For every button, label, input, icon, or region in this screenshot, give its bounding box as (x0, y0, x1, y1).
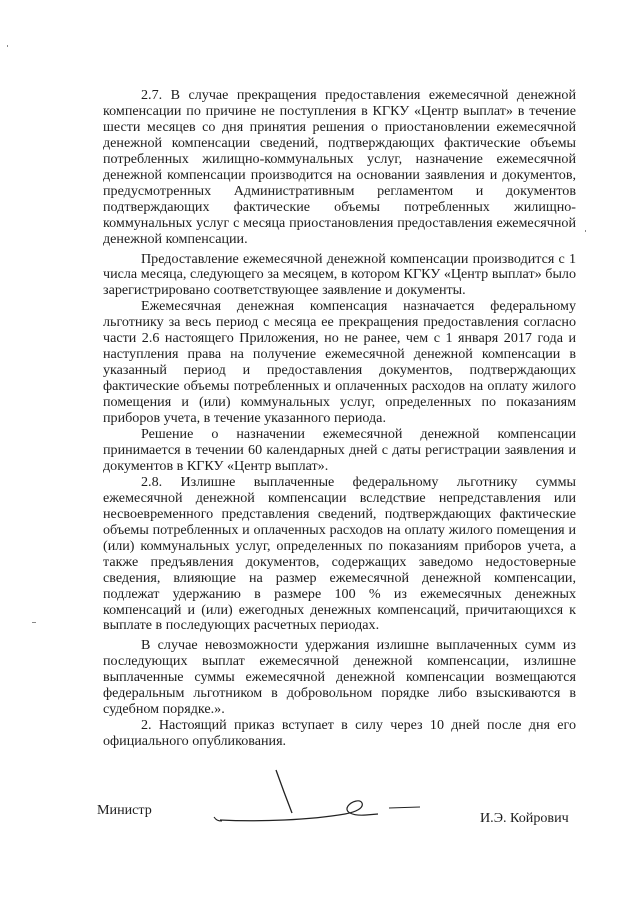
signer-name: И.Э. Койрович (480, 810, 569, 826)
paragraph-decision-term: Решение о назначении ежемесячной денежной компенсации принимается в течении 60 календарных дней с даты регистрации заявления и документов в КГКУ «Центр выплат». (103, 426, 576, 474)
scan-margin-mark (32, 622, 36, 623)
minister-title: Министр (97, 802, 152, 818)
paragraph-provision-start: Предоставление ежемесячной денежной компенсации производится с 1 числа месяца, следующего за месяцем, в котором КГКУ «Центр выплат» было зарегистрировано соответствующее заявление и документы. (103, 250, 576, 299)
paragraph-recovery: В случае невозможности удержания излишне выплаченных сумм из последующих выплат ежемесячной денежной компенсации, излишне выплаченные суммы ежемесячной денежной компенсации возмещаются федеральным льготником в добровольном порядке либо взыскиваются в судебном порядке.». (103, 637, 576, 718)
paragraph-compensation-period: Ежемесячная денежная компенсация назначается федеральному льготнику за весь период с месяца ее прекращения предоставления согласно части 2.6 настоящего Приложения, но не ранее, чем с 1 января 2017 года и наступления права на получение ежемесячной денежной компенсации в указанный период и предоставления документов, подтверждающих фактические объемы потребленных и оплаченных расходов на оплату жилого помещения и (или) коммунальных услуг, определенных по показаниям приборов учета, в течение указанного периода. (103, 298, 576, 427)
scan-margin-mark (7, 45, 8, 47)
paragraph-2-7: 2.7. В случае прекращения предоставления ежемесячной денежной компенсации по причине не поступления в КГКУ «Центр выплат» в течение шести месяцев со дня принятия решения о приостановлении ежемесячной денежной компенсации сведений, подтверждающих фактические объемы потребленных жилищно-коммунальных услуг, назначение ежемесячной денежной компенсации производится на основании заявления и документов, предусмотренных Административным регламентом и документов подтверждающих фактические объемы потребленных жилищно-коммунальных услуг с месяца приостановления предоставления ежемесячной денежной компенсации. (103, 87, 576, 247)
paragraph-2-8: 2.8. Излишне выплаченные федеральному льготнику суммы ежемесячной денежной компенсации вследствие непредставления или несвоевременного представления сведений, подтверждающих фактические объемы потребленных и оплаченных расходов на оплату жилого помещения и (или) коммунальных услуг, определенных по показаниям приборов учета, а также предъявления документов, содержащих заведомо недостоверные сведения, влияющие на размер ежемесячной денежной компенсации, подлежат удержанию в размере 100 % из ежемесячных денежных компенсаций и (или) ежегодных денежных компенсаций, причитающихся к выплате в последующих расчетных периодах. (103, 473, 576, 634)
scan-margin-mark (585, 230, 586, 232)
paragraph-entry-into-force: 2. Настоящий приказ вступает в силу через 10 дней после дня его официального опубликования. (103, 717, 576, 750)
